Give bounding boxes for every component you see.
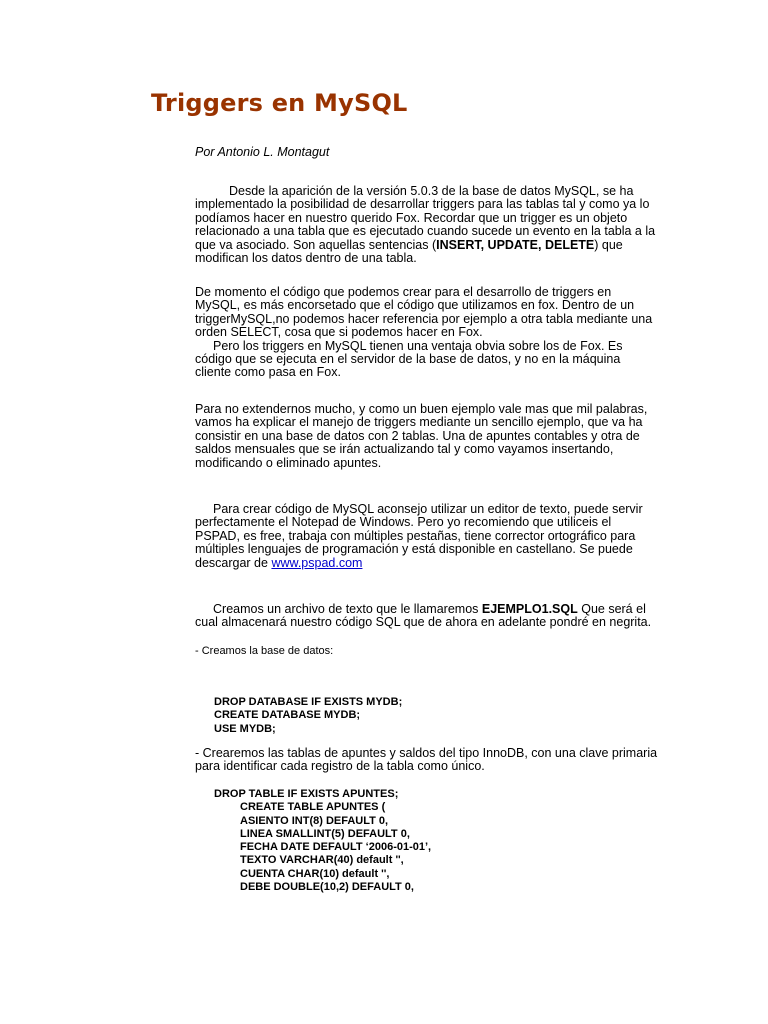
sql-keywords: INSERT, UPDATE, DELETE: [436, 237, 595, 252]
text-line: ) que: [594, 237, 623, 252]
text-line: saldos mensuales que se irán actualizando tal y como vayamos insertando,: [195, 442, 614, 457]
text-line: para identificar cada registro de la tabla como único.: [195, 759, 485, 774]
text-line: Creamos un archivo de texto que le llamaremos: [213, 602, 482, 616]
text-line: Que será el: [577, 602, 646, 616]
code-block-database: [214, 696, 402, 736]
page-title: Triggers en MySQL: [151, 89, 408, 117]
text-line: código que se ejecuta en el servidor de la base de datos, y no en la máquina: [195, 352, 621, 367]
text-line: De momento el código que podemos crear para el desarrollo de triggers en: [195, 285, 612, 299]
text-line: triggerMySQL,no podemos hacer referencia por ejemplo a otra tabla mediante una: [195, 311, 653, 326]
text-line: Para no extendernos mucho, y como un buen ejemplo vale mas que mil palabras,: [195, 402, 648, 416]
text-line: consistir en una base de datos con 2 tablas. Una de apuntes contables y otra de: [195, 428, 640, 443]
text-line: MySQL, es más encorsetado que el código que utilizamos en fox. Dentro de un: [195, 298, 635, 313]
text-line: implementado la posibilidad de desarrollar triggers para las tablas tal y como ya lo: [195, 197, 650, 212]
paragraph-file: [195, 603, 665, 630]
code-line: CREATE TABLE APUNTES (: [240, 801, 386, 814]
text-line: orden SELECT, cosa que si podemos hacer en Fox.: [195, 325, 483, 340]
code-line: LINEA SMALLINT(5) DEFAULT 0,: [240, 827, 410, 840]
text-line: Pero los triggers en MySQL tienen una ventaja obvia sobre los de Fox. Es: [213, 338, 623, 353]
text-line: PSPAD, es free, trabaja con múltiples pestañas, tiene corrector ortográfico para: [195, 528, 636, 543]
code-line: FECHA DATE DEFAULT ‘2006-01-01’,: [240, 841, 432, 854]
text-line: Desde la aparición de la versión 5.0.3 de la base de datos MySQL, se ha: [229, 184, 634, 198]
code-line: USE MYDB;: [214, 722, 276, 735]
code-line: TEXTO VARCHAR(40) default '',: [240, 854, 404, 867]
code-line: ASIENTO INT(8) DEFAULT 0,: [240, 814, 389, 827]
code-line: CUENTA CHAR(10) default '',: [240, 867, 390, 880]
paragraph-example: [195, 403, 665, 470]
paragraph-editor: [195, 503, 665, 570]
text-line: Para crear código de MySQL aconsejo utilizar un editor de texto, puede servir: [213, 502, 643, 516]
text-line: - Crearemos las tablas de apuntes y saldos del tipo InnoDB, con una clave primaria: [195, 746, 658, 760]
code-line: CREATE DATABASE MYDB;: [214, 709, 361, 722]
code-line: DROP DATABASE IF EXISTS MYDB;: [214, 696, 403, 708]
file-name: EJEMPLO1.SQL: [481, 602, 578, 616]
text-line: relacionado a una tabla que es ejecutado cuando sucede un evento en la tabla a la: [195, 224, 656, 239]
author-line: Por Antonio L. Montagut: [195, 145, 330, 159]
code-line: DROP TABLE IF EXISTS APUNTES;: [214, 788, 399, 800]
text-line: cliente como pasa en Fox.: [195, 365, 341, 380]
paragraph-intro: [195, 185, 665, 265]
code-block-table: [214, 788, 431, 894]
code-line: DEBE DOUBLE(10,2) DEFAULT 0,: [240, 881, 414, 894]
note-create-db: - Creamos la base de datos:: [195, 645, 334, 657]
text-line: modifican los datos dentro de una tabla.: [195, 251, 417, 266]
text-line: modificando o eliminado apuntes.: [195, 455, 382, 470]
text-line: podíamos hacer en nuestro querido Fox. Recordar que un trigger es un objeto: [195, 210, 628, 225]
text-line: perfectamente el Notepad de Windows. Pero yo recomiendo que utiliceis el: [195, 515, 612, 530]
paragraph-tables: [195, 747, 665, 774]
text-line: cual almacenará nuestro código SQL que de ahora en adelante pondré en negrita.: [195, 615, 652, 630]
text-line: descargar de: [195, 555, 272, 570]
text-line: vamos ha explicar el manejo de triggers mediante un sencillo ejemplo, que va ha: [195, 415, 643, 430]
pspad-link[interactable]: www.pspad.com: [271, 555, 363, 570]
text-line: que va asociado. Son aquellas sentencias (: [195, 237, 437, 252]
text-line: múltiples lenguajes de programación y está disponible en castellano. Se puede: [195, 542, 633, 557]
paragraph-limitations: [195, 286, 665, 380]
